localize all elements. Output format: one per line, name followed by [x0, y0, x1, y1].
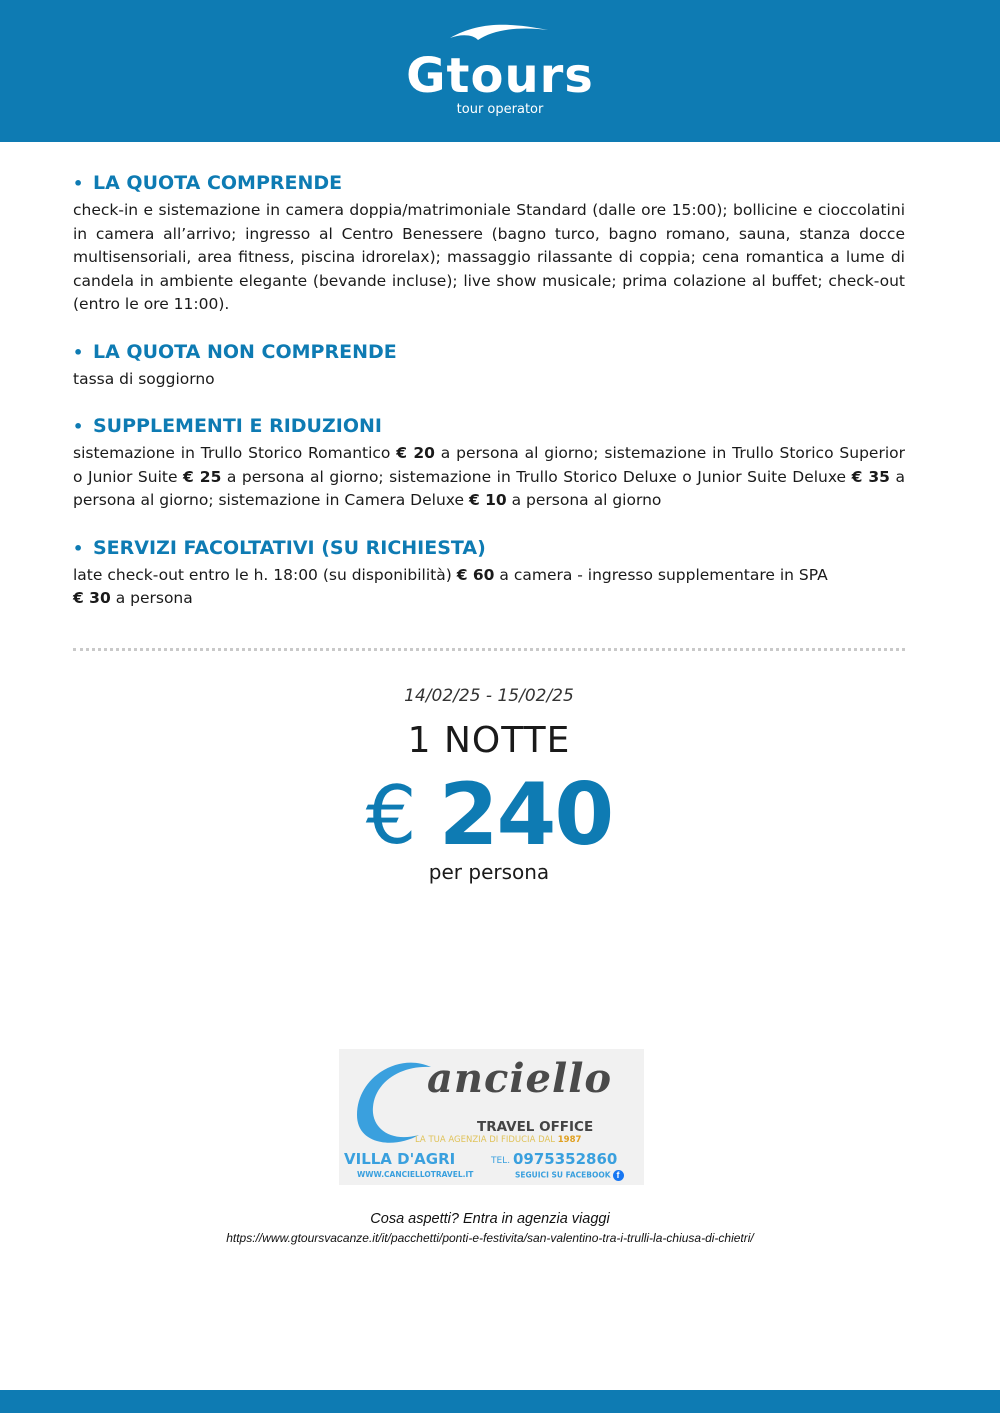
agency-name: anciello — [427, 1055, 613, 1102]
text-run: sistemazione in Trullo Storico Romantico — [73, 444, 397, 462]
text-run: a persona al giorno; sistemazione in Trullo Storico Superior o Junior Suite — [73, 444, 905, 486]
agency-website[interactable]: WWW.CANCIELLOTRAVEL.IT — [357, 1170, 474, 1179]
agency-tagline: LA TUA AGENZIA DI FIDUCIA DAL 1987 — [415, 1135, 582, 1145]
text-run: a camera - ingresso supplementare in SPA — [494, 565, 828, 584]
bullet-icon: • — [73, 342, 84, 362]
header-banner — [0, 0, 1000, 142]
price-highlight: € 30 — [73, 589, 111, 607]
section-included — [73, 170, 905, 317]
dotted-divider — [73, 648, 905, 651]
text-run: a persona al giorno; sistemazione in Camera Deluxe — [73, 467, 905, 509]
section-title: SUPPLEMENTI E RIDUZIONI — [93, 415, 382, 437]
agency-office: TRAVEL OFFICE — [477, 1119, 594, 1135]
text-run: a persona — [110, 589, 193, 607]
text-run: late check-out entro le h. 18:00 (su disponibilità) — [73, 565, 457, 584]
section-body: check-in e sistemazione in camera doppia/matrimoniale Standard (dalle ore 15:00); bollicine e cioccolatini in camera all’arrivo; ingresso al Centro Benessere (bagno turco, bagno romano, sauna, stanza docce multisensoriali, area fitness, piscina idrorelax); massaggio rilassante di coppia; cena romantica a lume di candela in ambiente elegante (bevande incluse); live show musicale; prima colazione al buffet; check-out (entro le ore 11:00). — [73, 201, 905, 313]
section-title: SERVIZI FACOLTATIVI (SU RICHIESTA) — [93, 536, 486, 559]
text-run: a persona al giorno; sistemazione in Trullo Storico Deluxe o Junior Suite Deluxe — [221, 467, 852, 486]
brand-logo: Gtours — [406, 48, 594, 104]
wave-logo-icon — [448, 24, 552, 46]
tel-label: TEL. — [491, 1156, 511, 1166]
brand-tagline: tour operator — [456, 102, 544, 117]
currency-symbol: € — [365, 768, 417, 862]
price-highlight: € 60 — [456, 565, 495, 584]
package-url[interactable]: https://www.gtoursvacanze.it/it/pacchetti/ponti-e-festivita/san-valentino-tra-i-trulli-la-chiusa-di-chietri/ — [226, 1231, 754, 1245]
price-highlight: € 20 — [396, 444, 435, 462]
section-body — [73, 564, 905, 611]
bullet-icon: • — [73, 417, 84, 436]
bullet-icon: • — [73, 538, 84, 558]
text-run: a persona al giorno — [506, 491, 662, 509]
price-highlight: € 10 — [468, 491, 507, 509]
package-details — [73, 170, 905, 633]
price-highlight: € 25 — [183, 467, 222, 486]
price-highlight: € 35 — [851, 467, 890, 486]
nights-count: 1 NOTTE — [407, 720, 571, 761]
price-value: 240 — [438, 765, 613, 865]
price-unit: per persona — [428, 860, 550, 884]
section-title: LA QUOTA NON COMPRENDE — [93, 340, 397, 363]
agency-city: VILLA D'AGRI — [344, 1150, 456, 1168]
facebook-icon: f — [613, 1170, 624, 1181]
price — [0, 765, 978, 865]
bullet-icon: • — [73, 174, 84, 193]
section-not-included — [73, 339, 905, 392]
travel-dates: 14/02/25 - 15/02/25 — [404, 686, 574, 706]
agency-facebook[interactable]: SEGUICI SU FACEBOOK f — [515, 1170, 624, 1181]
section-optional-services — [73, 535, 905, 611]
section-title: LA QUOTA COMPRENDE — [93, 172, 343, 194]
agency-logo[interactable] — [339, 1049, 644, 1185]
section-body — [73, 442, 905, 513]
call-to-action: Cosa aspetti? Entra in agenzia viaggi — [370, 1211, 610, 1227]
section-supplements — [73, 413, 905, 513]
footer-bar — [0, 1390, 1000, 1413]
section-body: tassa di soggiorno — [73, 369, 215, 388]
agency-phone[interactable]: 0975352860 — [513, 1150, 618, 1168]
